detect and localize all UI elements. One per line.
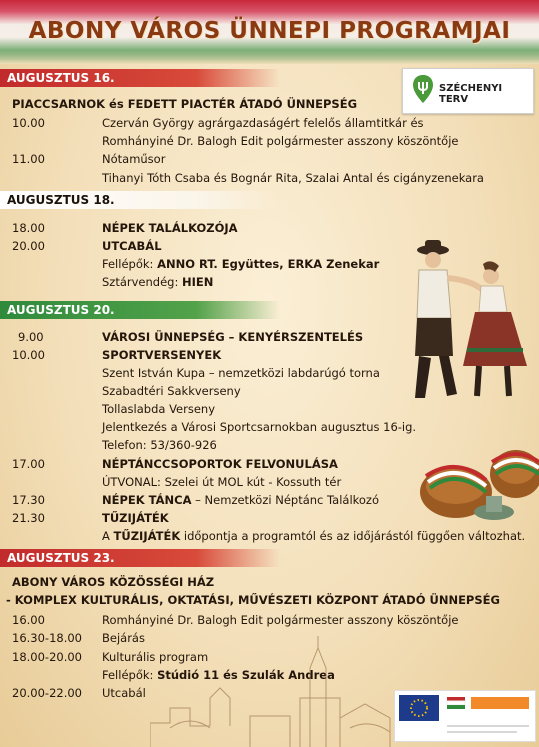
aug16-time-2: 11.00: [12, 152, 45, 166]
aug23-time-2: 16.30-18.00: [12, 631, 82, 645]
aug20-item-3-title: NÉPTÁNCCSOPORTOK FELVONULÁSA: [102, 457, 338, 471]
aug20-item-2-line-1: Szent István Kupa – nemzetközi labdarúgó torna: [102, 366, 380, 380]
performers-value: ANNO RT. Együttes, ERKA Zenekar: [157, 257, 380, 271]
aug18-performers: [102, 257, 379, 271]
performers-label: Fellépők:: [102, 668, 158, 682]
aug18-time-1: 18.00: [12, 221, 45, 235]
date-band-aug20: AUGUSZTUS 20.: [0, 301, 280, 319]
date-band-aug23: AUGUSZTUS 23.: [0, 549, 280, 567]
aug16-item-1-line-1: Czerván György agrárgazdaságért felelős államtitkár és: [102, 116, 424, 130]
aug20-item-5-title: TŰZIJÁTÉK: [102, 511, 169, 525]
aug23-item-4: Utcabál: [102, 686, 146, 700]
aug20-item-4: [102, 493, 379, 507]
page-title: ABONY VÁROS ÜNNEPI PROGRAMJAI: [28, 18, 511, 44]
aug20-time-5: 21.30: [12, 511, 45, 525]
aug20-time-3: 17.00: [12, 457, 45, 471]
star-guest-label: Sztárvendég:: [102, 275, 182, 289]
aug18-star-guest: [102, 275, 213, 289]
aug20-item-1-title: VÁROSI ÜNNEPSÉG – KENYÉRSZENTELÉS: [102, 330, 364, 344]
performers-label: Fellépők:: [102, 257, 158, 271]
aug18-time-2: 20.00: [12, 239, 45, 253]
aug20-time-1: 9.00: [18, 330, 44, 344]
aug20-item-2-title: SPORTVERSENYEK: [102, 348, 222, 362]
aug20-time-4: 17.30: [12, 493, 45, 507]
aug20-item-2-line-5: Telefon: 53/360-926: [102, 438, 217, 452]
aug16-item-1-line-2: Romhányiné Dr. Balogh Edit polgármester asszony köszöntője: [102, 134, 459, 148]
performers-value: Stúdió 11 és Szulák Andrea: [157, 668, 335, 682]
aug20-time-2: 10.00: [12, 348, 45, 362]
aug20-item-3-line-1: ÚTVONAL: Szelei út MOL kút - Kossuth tér: [102, 475, 342, 489]
aug20-item-2-line-4: Jelentkezés a Városi Sportcsarnokban augusztus 16-ig.: [102, 420, 417, 434]
aug20-item-2-line-3: Tollaslabda Verseny: [102, 402, 216, 416]
eu-flag-icon: [395, 691, 535, 741]
aug20-item-4-rest: – Nemzetközi Néptánc Találkozó: [191, 493, 379, 507]
note-part-a: A: [102, 529, 114, 543]
aug23-time-1: 16.00: [12, 613, 45, 627]
aug23-item-2: Bejárás: [102, 631, 145, 645]
funding-logo-block: [394, 690, 536, 742]
dancing-couple-illustration: [395, 238, 535, 408]
date-band-aug18: AUGUSZTUS 18.: [0, 191, 280, 209]
pin-icon: [411, 74, 435, 104]
szechenyi-terv-logo: [402, 68, 534, 114]
aug23-item-3: Kulturális program: [102, 650, 209, 664]
note-part-c: időpontja a programtól és az időjárástól függően változhat.: [180, 529, 526, 543]
aug20-item-2-line-2: Szabadtéri Sakkverseny: [102, 384, 241, 398]
aug23-item-1: Romhányiné Dr. Balogh Edit polgármester asszony köszöntője: [102, 613, 459, 627]
aug20-item-4-title: NÉPEK TÁNCA: [102, 493, 192, 507]
aug23-heading-2: - KOMPLEX KULTURÁLIS, OKTATÁSI, MŰVÉSZETI KÖZPONT ÁTADÓ ÜNNEPSÉG: [6, 593, 500, 607]
date-band-aug16: AUGUSZTUS 16.: [0, 69, 280, 87]
aug16-time-1: 10.00: [12, 116, 45, 130]
aug23-time-4: 20.00-22.00: [12, 686, 82, 700]
aug23-heading-1: ABONY VÁROS KÖZÖSSÉGI HÁZ: [12, 575, 215, 589]
town-skyline-illustration: [150, 628, 400, 747]
bread-loaves-illustration: [416, 440, 539, 532]
aug18-item-2-title: UTCABÁL: [102, 239, 162, 253]
aug16-heading: PIACCSARNOK és FEDETT PIACTÉR ÁTADÓ ÜNNEPSÉG: [12, 97, 358, 111]
aug18-item-1-title: NÉPEK TALÁLKOZÓJA: [102, 221, 238, 235]
aug23-time-3: 18.00-20.00: [12, 650, 82, 664]
star-guest-value: HIEN: [182, 275, 214, 289]
note-part-b: TŰZIJÁTÉK: [113, 529, 181, 543]
aug16-item-2-line-2: Tihanyi Tóth Csaba és Bognár Rita, Szalai Antal és cigányzenekara: [102, 171, 484, 185]
aug16-item-2-line-1: Nótaműsor: [102, 152, 166, 166]
logo-label: SZÉCHENYI TERV: [439, 83, 503, 105]
